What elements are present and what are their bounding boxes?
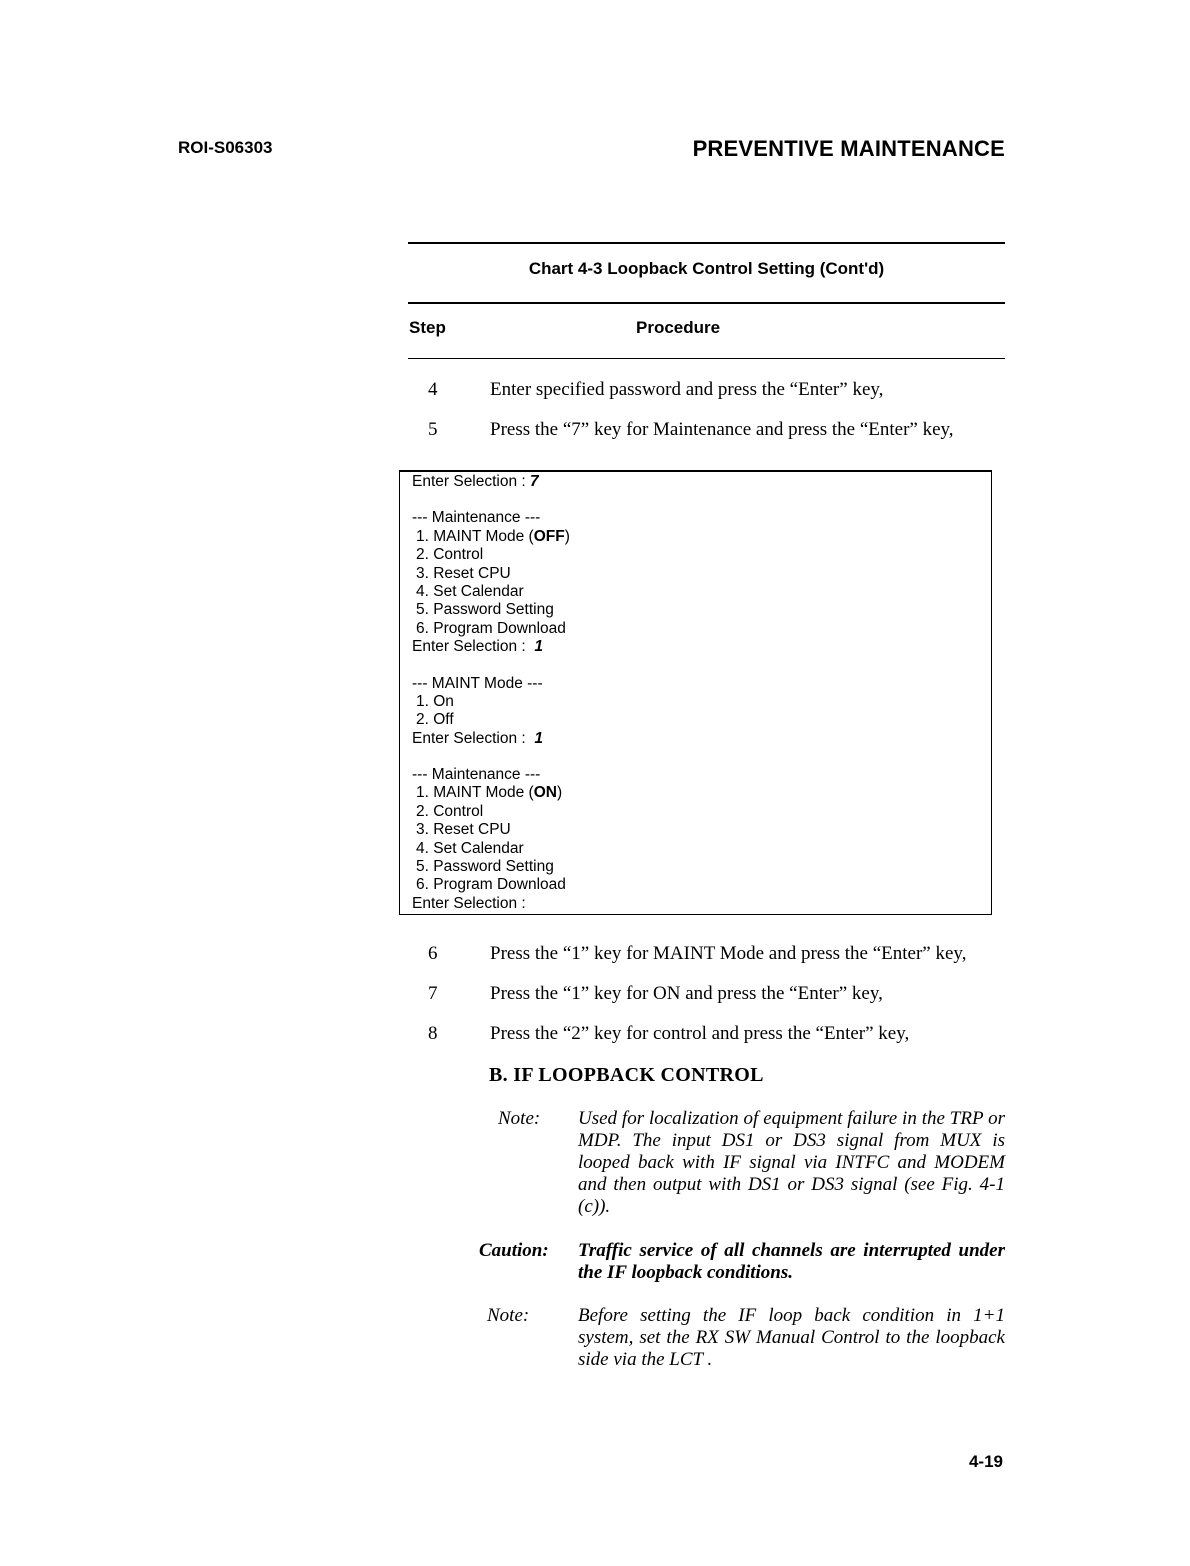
screen-menu-item: 1. MAINT Mode (ON) [416, 784, 563, 802]
section-title: PREVENTIVE MAINTENANCE [692, 136, 1005, 161]
step-row [428, 419, 954, 441]
screen-menu-item: 6. Program Download [416, 619, 566, 637]
screen-menu-item: 2. Control [416, 546, 484, 564]
step-row [428, 943, 966, 965]
chart-top-rule [408, 242, 1005, 244]
page-number: 4-19 [968, 1452, 1003, 1471]
step-row [428, 1023, 909, 1045]
screen-menu-item: 5. Password Setting [416, 858, 554, 876]
caution-text: Traffic service of all channels are interrupted under the IF loopback conditions. [578, 1240, 1005, 1283]
step-row [428, 379, 883, 401]
document-id: ROI-S06303 [178, 138, 273, 157]
screen-menu-title: --- MAINT Mode --- [412, 674, 543, 692]
column-header-procedure: Procedure [636, 318, 721, 337]
screen-menu-item: 3. Reset CPU [416, 564, 511, 582]
caution-label: Caution: [479, 1240, 549, 1261]
step-text: Press the “1” key for ON and press the “Enter” key, [490, 983, 883, 1004]
screen-menu-item: 1. On [416, 692, 454, 710]
note-text: Before setting the IF loop back condition in 1+1 system, set the RX SW Manual Control to the loopback side via the LCT . [578, 1305, 1005, 1370]
screen-menu-title: --- Maintenance --- [412, 766, 541, 784]
step-number: 8 [428, 1023, 438, 1044]
selection-value: 1 [534, 638, 543, 656]
screen-menu-item: 1. MAINT Mode (OFF) [416, 527, 570, 545]
step-text: Enter specified password and press the “Enter” key, [490, 379, 884, 400]
note-label: Note: [498, 1108, 541, 1129]
step-text: Press the “1” key for MAINT Mode and press the “Enter” key, [490, 943, 967, 964]
terminal-screen [399, 470, 992, 915]
screen-line: Enter Selection : 1 [412, 638, 543, 656]
step-text: Press the “7” key for Maintenance and press the “Enter” key, [490, 419, 954, 440]
note-label: Note: [487, 1305, 530, 1326]
step-text: Press the “2” key for control and press the “Enter” key, [490, 1023, 910, 1044]
selection-value: 1 [534, 729, 543, 747]
screen-menu-item: 2. Control [416, 802, 484, 820]
screen-menu-item: 3. Reset CPU [416, 821, 511, 839]
screen-line: Enter Selection : 7 [412, 473, 539, 490]
step-number: 4 [428, 379, 438, 400]
maint-mode-status: OFF [533, 527, 565, 545]
note-text: Used for localization of equipment failure in the TRP or MDP. The input DS1 or DS3 signal from MUX is looped back with IF signal via INTFC and MODEM and then output with DS1 or DS3 signal (see Fig. 4-1 (c)). [578, 1108, 1005, 1217]
chart-body-rule [408, 358, 1005, 359]
screen-menu-title: --- Maintenance --- [412, 509, 541, 527]
screen-menu-item: 6. Program Download [416, 876, 566, 894]
screen-line: Enter Selection : 1 [412, 729, 543, 747]
chart-title: Chart 4-3 Loopback Control Setting (Cont'd) [528, 259, 885, 278]
selection-value: 7 [530, 473, 539, 490]
screen-menu-item: 5. Password Setting [416, 601, 554, 619]
step-number: 6 [428, 943, 438, 964]
screen-menu-item: 4. Set Calendar [416, 839, 524, 857]
step-row [428, 983, 883, 1005]
subsection-heading: B. IF LOOPBACK CONTROL [489, 1064, 764, 1086]
column-header-step: Step [409, 318, 446, 337]
step-number: 7 [428, 983, 438, 1004]
chart-header-rule [408, 302, 1005, 304]
screen-menu-item: 2. Off [416, 711, 454, 729]
maint-mode-status: ON [533, 784, 557, 802]
screen-menu-item: 4. Set Calendar [416, 582, 524, 600]
screen-line: Enter Selection : [412, 894, 526, 912]
step-number: 5 [428, 419, 438, 440]
